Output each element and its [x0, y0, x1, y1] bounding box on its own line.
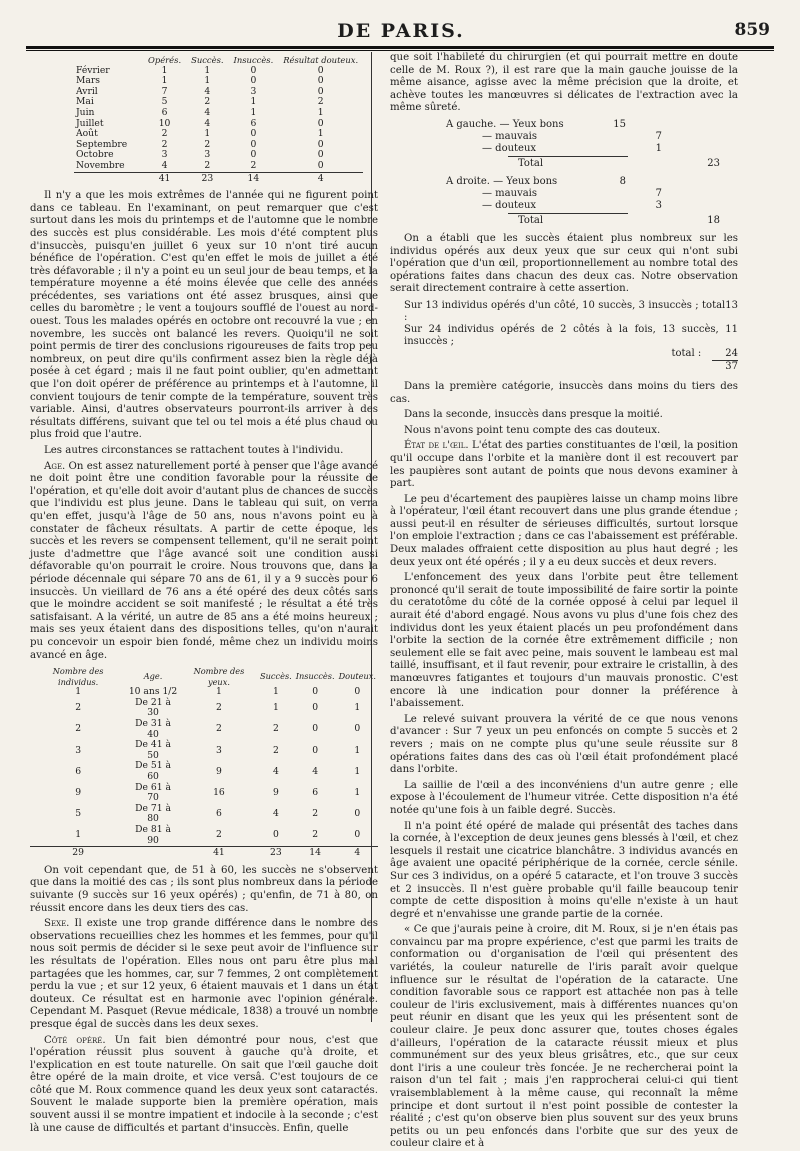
paragraph-months: Il n'y a que les mois extrêmes de l'année qui ne figurent point dans ce tableau. En l'examinant, on peut remarquer que c'est surtout dans les mois du printemps et de l'automne que le nombre des succès est plus considérable. Les mois d'été comptent plus d'insuccès, puisqu'en juillet 6 yeux sur 10 n'ont tiré aucun bénéfice de l'opération. C'est qu'en effet le mois de juillet a été très défavorable ; il n'y a point eu un seul jour de beau temps, et la température moyenne a été moins élevée que celle des années précédentes, ses variations ont été assez brusques, ainsi que celles du baromètre ; le vent a toujours soufflé de l'ouest au nord-ouest. Tous les malades opérés en octobre ont recouvré la vue ; en novembre, les succès ont balancé les revers. Quoiqu'il ne soit point permis de tirer des conclusions rigoureuses de faits trop peu nombreux, on peut dire qu'ils confirment assez bien la règle déjà posée à cet égard ; mais il ne faut point oublier, qu'en admettant que l'on doit opérer de préférence au printemps et à l'automne, il convient toujours de tenir compte de la température, souvent très variable. Ainsi, d'autres observateurs pourront-ils arriver à des résultats différens, suivant que tel ou tel mois a été plus chaud ou plus froid que l'autre.: [30, 190, 378, 441]
age-cell: 1: [75, 686, 82, 698]
month-cell: 2: [250, 159, 257, 171]
age-cell: 1: [272, 702, 279, 714]
month-row: [74, 108, 363, 119]
stat-label: — douteux: [482, 199, 537, 211]
paragraph-age: [30, 461, 378, 663]
month-cell: 3: [161, 149, 168, 161]
age-cell: 9: [272, 786, 279, 798]
etat-heading: État de l'œil.: [404, 440, 469, 452]
age-total-row: [30, 847, 378, 859]
age-cell: 5: [75, 808, 82, 820]
month-cell: 1: [204, 128, 211, 140]
age-cell: 3: [75, 744, 82, 756]
age-cell: De 61 à 70: [135, 781, 171, 804]
age-cell: 2: [216, 702, 222, 714]
running-title: DE PARIS.: [337, 20, 465, 42]
sum-total: 37: [725, 360, 738, 372]
paragraph-cote-opere: [30, 1035, 378, 1136]
stat-label: — mauvais: [482, 130, 538, 142]
month-cell: 0: [250, 64, 257, 76]
age-heading: Age.: [44, 460, 66, 472]
age-cell: 0: [312, 686, 319, 698]
age-cell: De 51 à 60: [135, 760, 171, 783]
month-cell: 0: [317, 85, 324, 97]
stat-row: [390, 143, 738, 155]
cote-text: Un fait bien démontré pour nous, c'est que l'opération réussit plus souvent à gauche qu'à droite, et l'explication en est toute naturelle. On sait que l'œil gauche doit être opéré de la main droite, et vice versâ. C'est toujours de ce côté que M. Roux commence quand les deux yeux sont cataractés. Souvent le malade supporte bien la première opération, mais souvent aussi il se montre impatient et indocile à la seconde ; c'est là une cause de difficultés et partant d'insuccès. Enfin, quelle: [30, 1034, 379, 1134]
month-cell: 4: [204, 85, 211, 97]
stat-value: 7: [655, 187, 662, 199]
age-cell: 6: [312, 786, 319, 798]
age-cell: 9: [216, 765, 222, 777]
month-col-succes: Succès.: [191, 55, 224, 65]
month-cell: 3: [250, 85, 257, 97]
month-table: [74, 55, 363, 184]
stats-droite: [390, 176, 738, 227]
month-name: Septembre: [76, 138, 128, 150]
month-cell: 0: [250, 75, 257, 87]
paragraph-saillie: La saillie de l'œil a des inconvéniens d'un autre genre ; elle expose à l'écoulement de l'humeur vitrée. Cette disposition n'a été notée qu'une fois à un faible degré. Succès.: [390, 779, 738, 816]
sum-label: total :: [671, 347, 702, 359]
stat-label: A gauche. — Yeux bons: [446, 118, 564, 130]
month-cell: 2: [204, 138, 211, 150]
age-cell: 1: [216, 686, 222, 698]
age-row: [30, 761, 378, 782]
month-cell: 3: [204, 149, 211, 161]
age-cell: 2: [75, 723, 82, 735]
stat-total-rule: [508, 213, 628, 214]
sum-value: 24: [725, 347, 738, 359]
month-cell: 7: [161, 85, 168, 97]
age-cell: 10 ans 1/2: [128, 686, 178, 698]
right-column: [390, 52, 738, 1150]
stat-value: 3: [655, 199, 662, 211]
sexe-text: Il existe une trop grande différence dans le nombre des observations recueillies chez les hommes et les femmes, pour qu'il nous soit permis de décider si le sexe peut avoir de l'influence sur les résultats de l'opération. Elles nous ont paru être plus mal partagées que les hommes, car, sur 7 femmes, 2 ont complètement perdu la vue ; et sur 12 yeux, 6 étaient mauvais et 1 dans un état douteux. Ce résultat est en harmonie avec l'opinion générale. Cependant M. Pasquet (Revue médicale, 1838) a trouvé un nombre presque égal de succès dans les deux sexes.: [30, 918, 379, 1030]
stat-value: 15: [613, 118, 626, 130]
month-row: [74, 161, 363, 172]
age-cell: 2: [216, 723, 222, 735]
month-col-operes: Opérés.: [148, 55, 182, 65]
age-row: [30, 698, 378, 719]
age-col-yeux: Nombre des yeux.: [193, 666, 245, 687]
stat-label: A droite. — Yeux bons: [446, 175, 558, 187]
month-name: Mars: [76, 75, 100, 87]
stat-total-row: [390, 158, 738, 170]
month-name: Août: [76, 128, 98, 140]
age-total-cell: 29: [30, 847, 126, 859]
age-cell: 0: [272, 829, 279, 841]
stat-row: [390, 176, 738, 188]
stat-total-rule: [508, 156, 628, 157]
age-cell: 1: [354, 786, 361, 798]
age-cell: De 21 à 30: [135, 696, 171, 719]
paragraph-roux-citation: « Ce que j'aurais peine à croire, dit M. Roux, si je n'en étais pas convaincu par ma propre expérience, c'est que parmi les traits de conformation ou d'organisation de l'œil qui présentent des variétés, la couleur naturelle de l'iris paraît avoir quelque influence sur le résultat de l'opération de la cataracte. Une condition favorable sous ce rapport est attachée non pas à telle couleur de l'iris exclusivement, mais à différentes nuances qu'on peut réunir en disant que les yeux qui les présentent sont de couleur claire. Je peux donc assurer que, toutes choses égales d'ailleurs, l'opération de la cataracte réussit mieux et plus communément sur des yeux bleus grisâtres, etc., que sur ceux dont l'iris a une couleur très foncée. Je ne rechercherai point la raison d'un tel fait ; mais j'en rapprocherai celui-ci qui tient vraisemblablement à la même cause, qui reconnaît la même principe et dont surtout il n'est point possible de contester la réalité ; c'est qu'on observe bien plus souvent sur des yeux bruns petits ou un peu enfoncés dans l'orbite que sur des yeux de couleur claire et à: [390, 924, 738, 1150]
month-total-cell: 4: [278, 172, 363, 184]
cote-heading: Côté opéré.: [44, 1034, 106, 1046]
month-total-cell: 23: [186, 172, 228, 184]
month-cell: 2: [204, 96, 211, 108]
age-total-cell: 14: [294, 847, 337, 859]
age-total-cell: 23: [258, 847, 294, 859]
paragraph-circonstances: Les autres circonstances se rattachent toutes à l'individu.: [44, 445, 344, 456]
stats-gauche: [390, 119, 738, 170]
month-cell: 0: [317, 149, 324, 161]
age-table-header: [30, 666, 378, 687]
age-cell: 2: [272, 723, 279, 735]
month-total-cell: 14: [229, 172, 279, 184]
stat-row: [390, 200, 738, 212]
month-total-blank: [74, 172, 143, 184]
sum-block: [390, 300, 738, 373]
age-row: [30, 804, 378, 825]
month-col-insucces: Insuccès.: [233, 55, 274, 65]
age-cell: 2: [312, 829, 319, 841]
header-rule-thick: [26, 46, 774, 49]
age-cell: De 41 à 50: [135, 739, 171, 761]
month-cell: 2: [204, 159, 211, 171]
stat-total-label: Total: [518, 214, 544, 226]
age-cell: De 71 à 80: [135, 802, 171, 825]
age-cell: 2: [272, 744, 279, 756]
month-cell: 5: [161, 96, 168, 108]
age-cell: 2: [75, 702, 82, 714]
month-cell: 0: [317, 64, 324, 76]
age-cell: 6: [216, 808, 222, 820]
month-name: Avril: [76, 85, 98, 97]
age-cell: 0: [312, 744, 319, 756]
month-cell: 0: [317, 117, 324, 129]
month-cell: 6: [250, 117, 257, 129]
age-total-cell: 41: [180, 847, 258, 859]
stat-value: 8: [619, 175, 626, 187]
age-cell: 2: [312, 808, 319, 820]
paragraph-habilete: que soit l'habileté du chirurgien (et qui pourrait mettre en doute celle de M. Roux ?), il est rare que la main gauche jouisse de la même aisance, agisse avec la même précision que la droite, et achève toutes les manœuvres si délicates de l'extraction avec la même sûreté.: [390, 52, 738, 114]
paragraph-paupieres: Le peu d'écartement des paupières laisse un champ moins libre à l'opérateur, l'œil étant recouvert dans une plus grande étendue ; aussi peut-il en résulter de sérieuses difficultés, surtout lorsque l'on emploie l'extraction ; dans ce cas l'abaissement est préférable. Deux malades offraient cette disposition au plus haut degré ; les deux yeux ont été opérés ; il y a eu deux succès et deux revers.: [390, 493, 738, 568]
stat-label: — mauvais: [482, 187, 538, 199]
stat-row: [390, 131, 738, 143]
month-cell: 0: [317, 159, 324, 171]
age-row: [30, 719, 378, 740]
age-cell: 3: [216, 744, 222, 756]
age-col-individus: Nombre des individus.: [52, 666, 104, 687]
month-cell: 1: [250, 96, 257, 108]
paragraph-cat1: Dans la première catégorie, insuccès dans moins du tiers des cas.: [390, 380, 738, 405]
month-name: Juillet: [76, 117, 104, 129]
month-total-cell: 41: [143, 172, 186, 184]
month-cell: 1: [204, 75, 211, 87]
month-cell: 0: [317, 138, 324, 150]
age-cell: 1: [354, 702, 361, 714]
age-cell: 1: [272, 686, 279, 698]
stat-total-value: 18: [707, 214, 720, 226]
age-cell: 6: [75, 765, 82, 777]
month-cell: 1: [317, 128, 324, 140]
header-rule-thin: [26, 50, 774, 51]
month-name: Juin: [76, 106, 95, 118]
month-cell: 1: [161, 64, 168, 76]
sexe-heading: Sexe.: [44, 918, 70, 930]
paragraph-deux-yeux: On a établi que les succès étaient plus nombreux sur les individus opérés aux deux yeux que sur ceux qui n'ont subi l'opération que d'un œil, proportionnellement au nombre total des opérations faites dans chacun des deux cas. Notre observation serait directement contraire à cette assertion.: [390, 232, 738, 295]
month-col-blank: [74, 55, 143, 66]
paragraph-cornee: Il n'a point été opéré de malade qui présentât des taches dans la cornée, à l'exception de deux jeunes gens blessés à l'œil, et chez lesquels il restait une cicatrice blanchâtre. 3 individus avancés en âge avaient une opacité périphérique de la cornée, cercle sénile. Sur ces 3 individus, on a opéré 5 cataracte, et l'on trouve 3 succès et 2 insuccès. Il n'est guère probable qu'il faille beaucoup tenir compte de cette disposition à moins qu'elle n'existe à un haut degré et n'envahisse une grande partie de la cornée.: [390, 820, 738, 920]
sum-row: [390, 348, 738, 360]
stat-label: — douteux: [482, 142, 537, 154]
age-row: [30, 783, 378, 804]
sum-row: [390, 300, 738, 324]
age-cell: 0: [354, 686, 361, 698]
age-cell: 1: [354, 765, 361, 777]
month-cell: 0: [317, 75, 324, 87]
stat-total-row: [390, 215, 738, 227]
age-cell: 0: [312, 723, 319, 735]
month-cell: 1: [204, 64, 211, 76]
paragraph-sexe: [30, 918, 378, 1031]
paragraph-enfoncement: L'enfoncement des yeux dans l'orbite peut être tellement prononcé qu'il serait de toute impossibilité de faire sortir la pointe du ceratotôme du côté de la cornée opposé à celui par lequel il aurait été d'abord engagé. Nous avons vu plus d'une fois chez des individus dont les yeux étaient placés un peu profondément dans l'orbite la section de la cornée être extrêmement difficile ; non seulement elle se fait avec peine, mais souvent le lambeau est mal taillé, insuffisant, et il faut revenir, pour extraire le cristallin, à des manœuvres fatigantes et toujours d'un mauvais pronostic. C'est encore là une indication pour donner la préférence à l'abaissement.: [390, 572, 738, 710]
age-cell: 2: [216, 829, 222, 841]
age-cell: 1: [354, 744, 361, 756]
sum-total-row: [390, 361, 738, 373]
age-row: [30, 825, 378, 847]
age-cell: De 31 à 40: [135, 718, 171, 740]
sum-label: Sur 24 individus opérés de 2 côtés à la fois, 13 succès, 11 insuccès ;: [404, 323, 738, 347]
age-table: [30, 666, 378, 859]
month-name: Février: [76, 64, 110, 76]
age-row: [30, 740, 378, 761]
month-cell: 0: [250, 128, 257, 140]
page-header: [26, 14, 776, 48]
month-cell: 2: [161, 138, 168, 150]
month-cell: 2: [161, 128, 168, 140]
month-cell: 0: [250, 138, 257, 150]
month-cell: 1: [161, 75, 168, 87]
age-row: [30, 687, 378, 698]
age-table-body: [30, 687, 378, 859]
age-cell: 0: [354, 723, 361, 735]
page-number: 859: [734, 20, 770, 40]
age-cell: 0: [354, 808, 361, 820]
month-cell: 4: [161, 159, 168, 171]
month-name: Octobre: [76, 149, 114, 161]
age-cell: 4: [272, 765, 279, 777]
age-total-cell: [126, 847, 180, 859]
age-total-cell: 4: [337, 847, 378, 859]
age-cell: 16: [213, 786, 225, 798]
paragraph-etat-oeil: [390, 440, 738, 490]
left-column: [30, 52, 379, 1134]
month-total-row: [74, 172, 363, 184]
stat-total-value: 23: [707, 157, 720, 169]
age-cell: De 81 à 90: [135, 824, 171, 846]
month-cell: 4: [204, 117, 211, 129]
month-cell: 6: [161, 106, 168, 118]
age-cell: 4: [312, 765, 319, 777]
month-cell: 1: [250, 106, 257, 118]
month-table-header: [74, 55, 363, 66]
month-name: Mai: [76, 96, 94, 108]
stat-total-label: Total: [518, 157, 544, 169]
sum-label: Sur 13 individus opérés d'un côté, 10 succès, 3 insuccès ; total :: [404, 299, 726, 323]
month-cell: 0: [250, 149, 257, 161]
age-cell: 9: [75, 786, 82, 798]
age-cell: 0: [312, 702, 319, 714]
age-col-douteux: Douteux.: [338, 671, 376, 682]
paragraph-releve: Le relevé suivant prouvera la vérité de ce que nous venons d'avancer : Sur 7 yeux un peu enfoncés on compte 5 succès et 2 revers ; mais on ne compte plus qu'une seule réussite sur 8 opérations faites dans des cas où l'œil était profondément placé dans l'orbite.: [390, 713, 738, 776]
month-name: Novembre: [76, 159, 125, 171]
stat-value: 1: [655, 142, 662, 154]
age-col-age: Age.: [143, 671, 163, 682]
month-cell: 10: [158, 117, 171, 129]
age-col-insucces: Insuccès.: [295, 671, 335, 682]
sum-value: 13: [725, 299, 738, 311]
month-cell: 4: [204, 106, 211, 118]
paragraph-age-conclusion: On voit cependant que, de 51 à 60, les succès ne s'observent que dans la moitié des cas ; ils sont plus nombreux dans la période suivante (9 succès sur 16 yeux opérés) ; qu'enfin, de 71 à 80, on réussit encore dans les deux tiers des cas.: [30, 864, 378, 914]
month-col-douteux: Résultat douteux.: [283, 55, 359, 65]
month-cell: 1: [317, 106, 324, 118]
stat-row: [390, 188, 738, 200]
sum-row: [390, 324, 738, 348]
age-cell: 1: [75, 829, 82, 841]
month-cell: 2: [317, 96, 324, 108]
month-table-body: [74, 66, 363, 185]
stat-value: 7: [655, 130, 662, 142]
paragraph-cat2: Dans la seconde, insuccès dans presque la moitié.: [404, 409, 663, 421]
etat-text: L'état des parties constituantes de l'œil, la position qu'il occupe dans l'orbite et la manière dont il est recouvert par les paupières sont autant de points que nous devons examiner à part.: [390, 440, 738, 490]
age-text: On est assez naturellement porté à penser que l'âge avancé ne doit point être une condition favorable pour la réussite de l'opération, et qu'elle doit avoir d'autant plus de chances de succès que l'individu est plus jeune. Dans le tableau qui suit, on verra qu'en effet, jusqu'à l'âge de 50 ans, nous n'avons point eu à constater de fâcheux résultats. A partir de cette époque, les succès et les revers se compensent tellement, qu'il ne serait point juste d'admettre que l'âge avancé soit une condition aussi défavorable qu'on pourrait le croire. Nous trouvons que, dans la période décennale qui sépare 70 ans de 61, il y a 9 succès pour 6 insuccès. Un vieillard de 76 ans a été opéré des deux côtés sans que le moindre accident se soit manifesté ; le résultat a été très satisfaisant. A la vérité, un autre de 85 ans a été moins heureux ; mais ses yeux étaient dans des dispositions telles, qu'on n'aurait pu concevoir un espoir bien fondé, même chez un individu moins avancé en âge.: [30, 460, 378, 661]
age-col-succes: Succès.: [260, 671, 292, 682]
age-cell: 4: [272, 808, 279, 820]
stat-row: [390, 119, 738, 131]
paragraph-douteux: Nous n'avons point tenu compte des cas douteux.: [404, 424, 661, 436]
age-cell: 0: [354, 829, 361, 841]
